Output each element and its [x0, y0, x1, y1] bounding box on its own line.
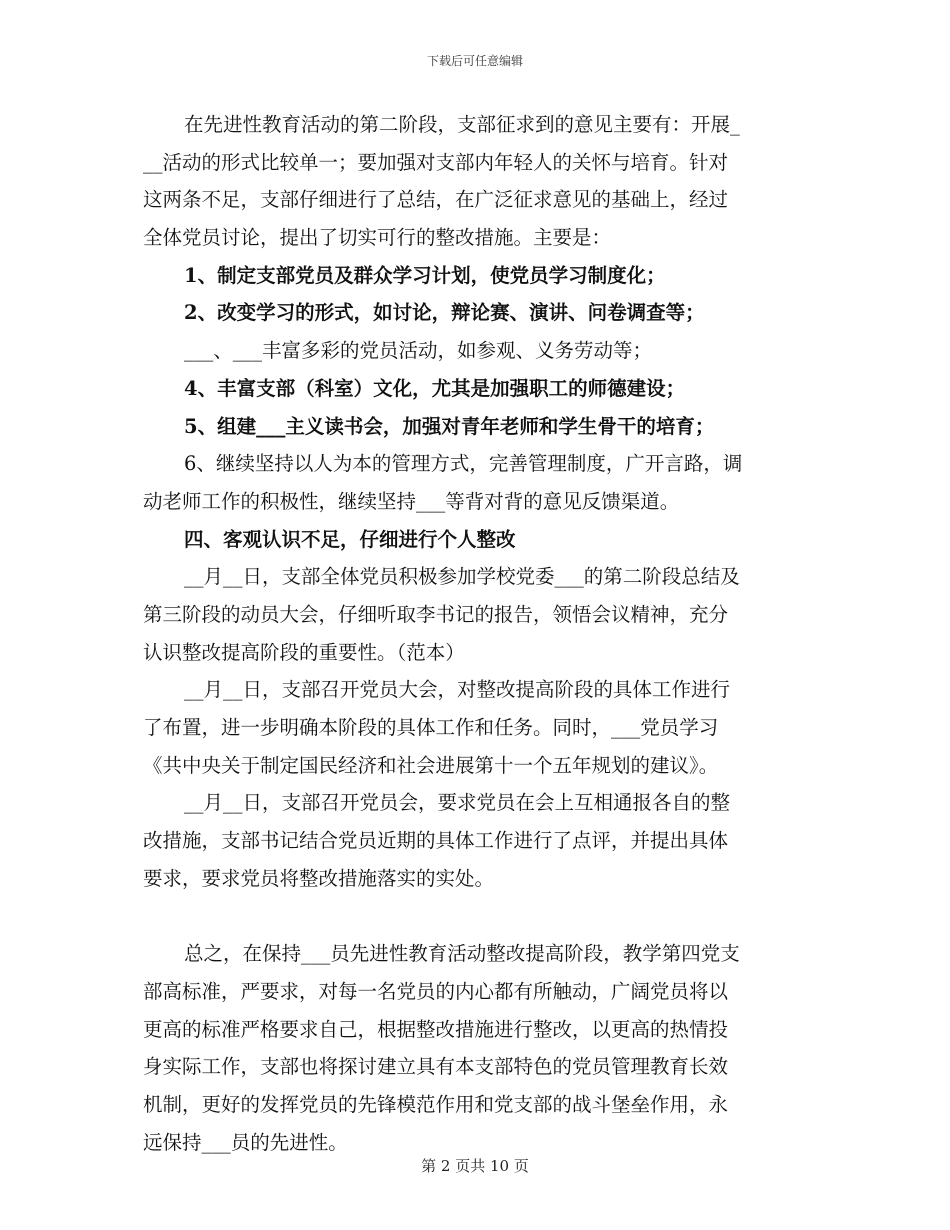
list-item: 1、制定支部党员及群众学习计划，使党员学习制度化；: [184, 263, 666, 287]
text-line: 《共中央关于制定国民经济和社会进展第十一个五年规划的建议》。: [143, 753, 719, 777]
blank-line: [143, 897, 803, 935]
page-header: 下载后可任意编辑: [426, 54, 523, 68]
document-body: [143, 106, 803, 1161]
text-line: 部高标准，严要求，对每一名党员的内心都有所触动，广阔党员将以: [143, 979, 729, 1003]
section-heading: 四、客观认识不足，仔细进行个人整改: [184, 527, 516, 551]
text-line: 身实际工作，支部也将探讨建立具有本支部特色的党员管理教育长效: [143, 1055, 729, 1079]
text-line: 认识整改提高阶段的重要性。（范本）: [143, 640, 465, 664]
text-line: 这两条不足，支部仔细进行了总结，在广泛征求意见的基础上，经过: [143, 188, 729, 212]
list-item: 5、组建___主义读书会，加强对青年老师和学生骨干的培育；: [184, 414, 715, 438]
text-line: 要求，要求党员将整改措施落实的实处。: [143, 866, 495, 890]
text-line: __月__日，支部全体党员积极参加学校党委___的第二阶段总结及: [184, 565, 740, 589]
text-line: 动老师工作的积极性，继续坚持___等背对背的意见反馈渠道。: [143, 489, 680, 513]
text-line: __活动的形式比较单一；要加强对支部内年轻人的关怀与培育。针对: [143, 150, 729, 174]
text-line: 第三阶段的动员大会，仔细听取李书记的报告，领悟会议精神，充分: [143, 602, 729, 626]
list-item: 4、丰富支部（科室）文化，尤其是加强职工的师德建设；: [184, 376, 686, 400]
text-line: __月__日，支部召开党员大会，对整改提高阶段的具体工作进行: [184, 678, 731, 702]
text-line: 远保持___员的先进性。: [143, 1130, 348, 1154]
text-line: 总之，在保持___员先进性教育活动整改提高阶段，教学第四党支: [184, 942, 740, 966]
list-item: 2、改变学习的形式，如讨论，辩论赛、演讲、问卷调查等；: [184, 301, 705, 325]
list-item: ___、___丰富多彩的党员活动，如参观、义务劳动等；: [184, 339, 653, 363]
text-line: 了布置，进一步明确本阶段的具体工作和任务。同时，___党员学习: [143, 716, 719, 739]
text-line: __月__日，支部召开党员会，要求党员在会上互相通报各自的整: [184, 791, 731, 815]
text-line: 更高的标准严格要求自己，根据整改措施进行整改，以更高的热情投: [143, 1017, 729, 1041]
list-item: 6、继续坚持以人为本的管理方式，完善管理制度，广开言路，调: [184, 452, 743, 476]
text-line: 在先进性教育活动的第二阶段，支部征求到的意见主要有：开展_: [184, 113, 740, 136]
page-footer: 第 2 页共 10 页: [421, 1157, 529, 1175]
text-line: 改措施，支部书记结合党员近期的具体工作进行了点评，并提出具体: [143, 829, 729, 853]
text-line: 机制，更好的发挥党员的先锋模范作用和党支部的战斗堡垒作用，永: [143, 1092, 729, 1116]
text-line: 全体党员讨论，提出了切实可行的整改措施。主要是：: [143, 226, 612, 250]
